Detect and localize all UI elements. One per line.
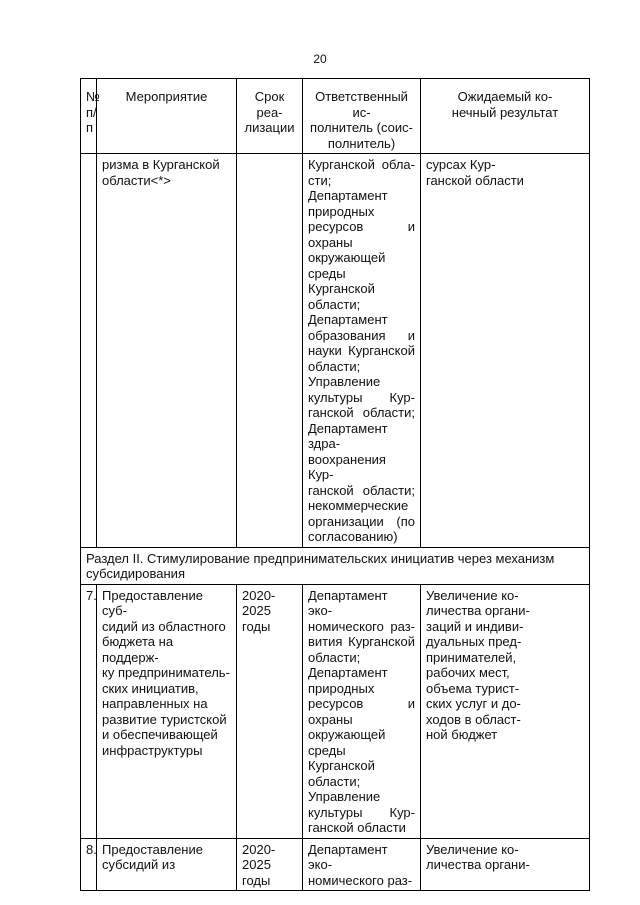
text-line: области<*> [102,172,171,188]
text-line: Раздел II. Стимулирование предпринимательских инициатив через механизм [86,550,555,566]
table-header-row [81,79,590,154]
text-line: Департамент [308,312,388,327]
text-line: годы [242,872,271,888]
text-line: среды Курганской [308,265,375,296]
text-line: Ответственный ис- [315,89,408,120]
text-line: согласованию) [308,529,398,544]
text-line: ских услуг и до- [426,696,521,711]
text-line: ресурсов и [308,219,415,234]
text-line: номического раз- [308,872,413,888]
text-line: области; [308,773,361,789]
section-title-row [81,547,590,584]
row7-result [421,584,590,838]
text-line: п/п [86,104,97,135]
text-line: заций и индиви- [426,618,524,634]
header-term [237,79,303,154]
text-line: охраны [308,234,353,250]
row8-num: 8. [81,838,97,891]
text-line: области; [308,649,361,665]
text-line: 2020-2025 [242,841,276,872]
text-line: лизации [244,120,295,135]
text-line: области; [308,358,361,374]
text-line: субсидий из [102,857,176,872]
cell-term [237,154,303,548]
text-line: бюджета на поддерж- [102,634,174,665]
text-line: Департамент [308,188,388,203]
text-line: Управление [308,789,381,804]
text-line: Курганской обла- [308,157,415,172]
row7-num: 7. [81,584,97,838]
text-line: организации (по [308,513,415,529]
text-line: Увеличение ко- [426,841,519,857]
text-line: ганской области [308,820,406,835]
text-line: науки Курганской [308,343,415,358]
row7-term [237,584,303,838]
page-number: 20 [313,52,327,66]
text-line: объема турист- [426,680,520,696]
row8-responsible [303,838,421,891]
text-line: Департамент здра- [308,420,388,451]
text-line: вития Курганской [308,634,415,649]
text-line: природных [308,680,375,696]
row7-responsible [303,584,421,838]
text-line: Управление [308,374,381,389]
text-line: сти; [308,172,332,188]
header-num [81,79,100,154]
text-line: и обеспечивающей [102,727,218,742]
text-line: Департамент [308,665,388,680]
text-line: ских инициатив, [102,680,199,696]
text-line: принимателей, [426,649,517,665]
text-line: ку предприниматель- [102,665,230,680]
header-action [97,79,237,154]
text-line: инфраструктуры [102,742,203,758]
text-line: ганской области; [308,405,415,420]
cell-action [97,154,237,548]
text-line: направленных на [102,696,208,711]
text-line: сурсах Кур- [426,157,496,172]
text-line: окружающей [308,727,386,742]
text-line: ризма в Курганской [102,157,220,172]
text-line: нечный результат [451,104,559,120]
text-line: дуальных пред- [426,634,522,649]
table-row-continued [81,154,590,548]
text-line: культуры Кур- [308,804,415,820]
text-line: ходов в област- [426,711,521,727]
text-line: окружающей [308,250,386,265]
text-line: Срок реа- [254,89,285,120]
text-line: личества органи- [426,857,530,872]
text-line: ганской области; [308,482,415,498]
text-line: Департамент эко- [308,587,388,618]
cell-responsible [303,154,421,548]
text-line: развитие туристской [102,711,227,727]
row8-term [237,838,303,891]
text-line: Мероприятие [125,89,208,104]
text-line: природных [308,203,375,219]
header-result [421,79,590,154]
header-responsible [303,79,421,154]
text-line: Ожидаемый ко- [457,89,553,104]
text-line: образования и [308,327,415,343]
row8-result [421,838,590,891]
row8-action [97,838,237,891]
text-line: Предоставление [102,841,203,857]
text-line: ной бюджет [426,727,498,742]
text-line: годы [242,618,271,634]
text-line: области; [308,296,361,312]
text-line: полнитель) [327,135,396,151]
text-line: № [86,89,100,104]
row7-action [97,584,237,838]
text-line: некоммерческие [308,498,409,513]
text-line: ресурсов и [308,696,415,711]
text-line: сидий из областного [102,618,226,634]
text-line: среды Курганской [308,742,375,773]
text-line: охраны [308,711,353,727]
table-row-8 [81,838,590,891]
text-line: Увеличение ко- [426,587,519,603]
section-title [81,547,590,584]
text-line: Департамент эко- [308,841,388,872]
text-line: номического раз- [308,618,415,634]
cell-result [421,154,590,548]
text-line: рабочих мест, [426,665,510,680]
text-line: личества органи- [426,603,530,618]
text-line: субсидирования [86,566,185,581]
text-line: культуры Кур- [308,389,415,405]
table-row-7 [81,584,590,838]
cell-num [81,154,97,548]
text-line: Предоставление суб- [102,587,203,618]
text-line: воохранения Кур- [308,451,386,482]
activities-table [80,78,590,891]
text-line: полнитель (соис- [310,120,413,135]
text-line: 2020-2025 [242,587,276,618]
text-line: ганской области [426,172,524,188]
